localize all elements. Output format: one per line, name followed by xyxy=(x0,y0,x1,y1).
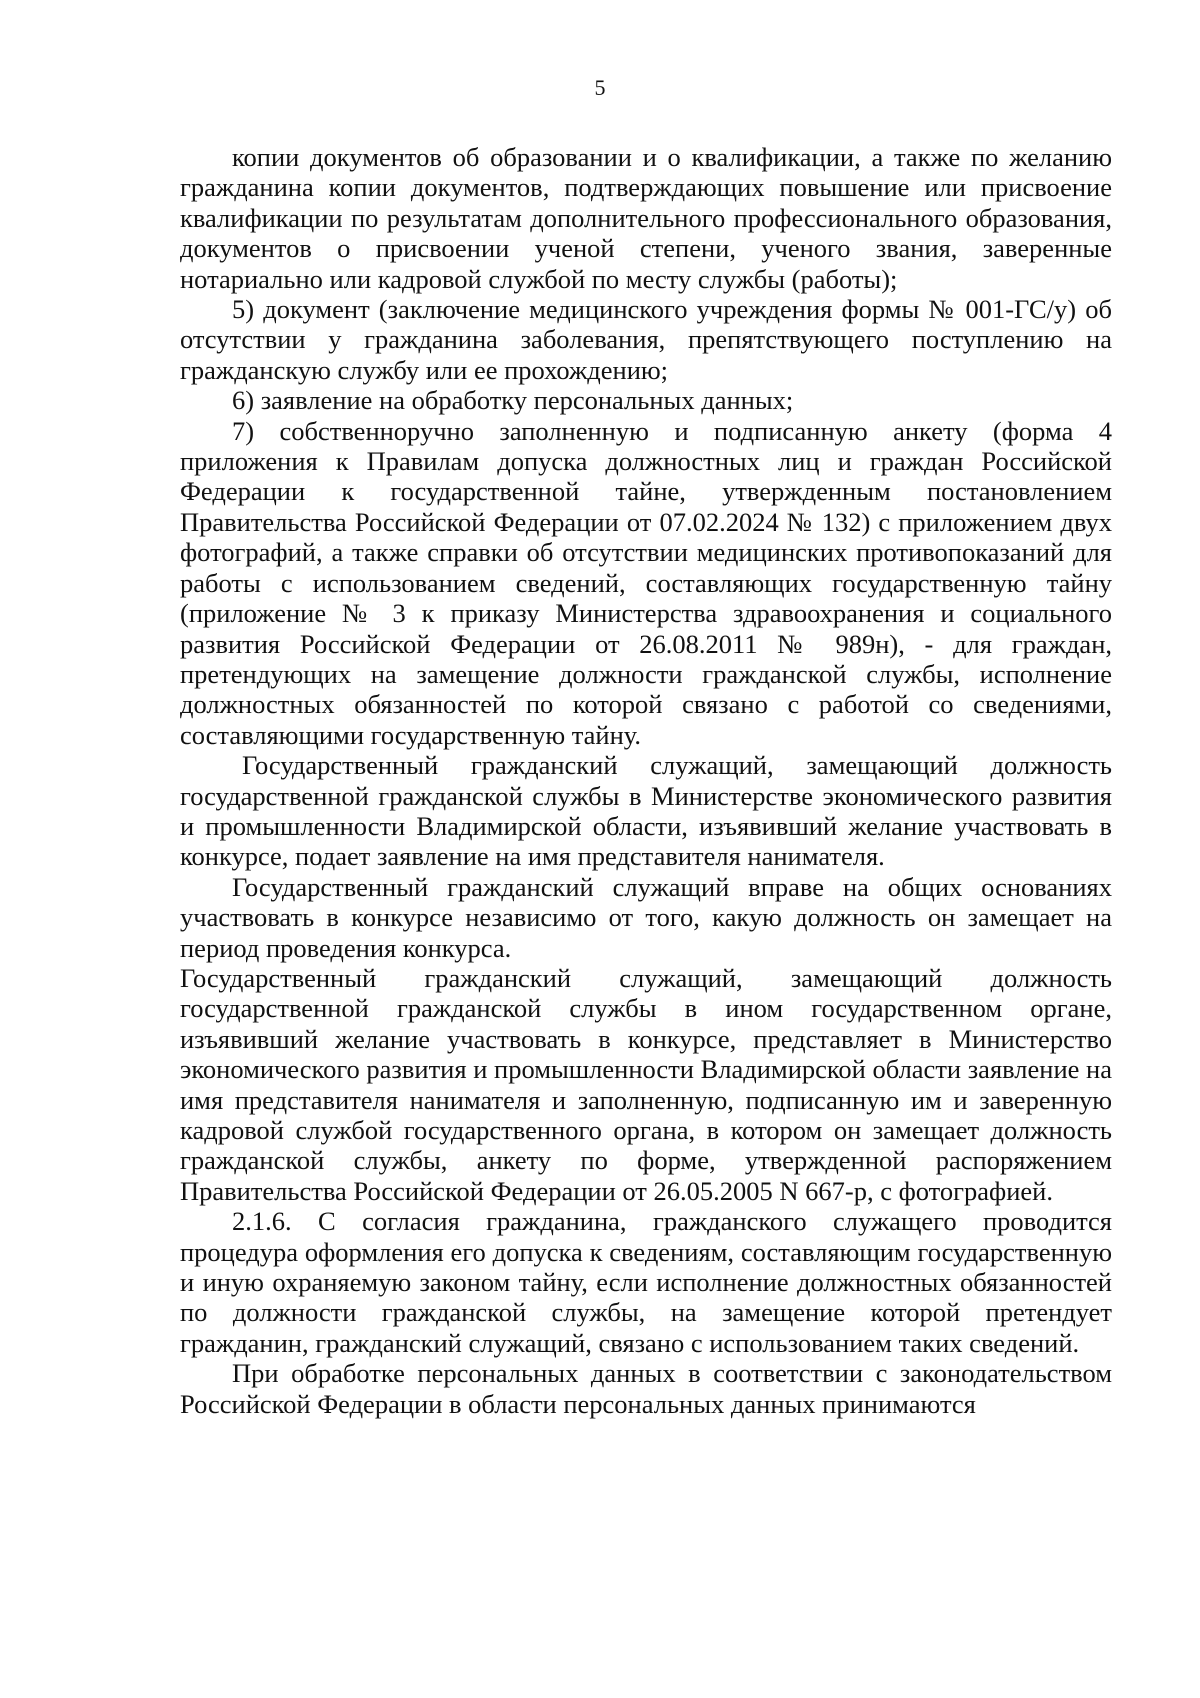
page-number: 5 xyxy=(594,75,606,100)
paragraph-education-documents: копии документов об образовании и о квалификации, а также по желанию гражданина копии документов, подтверждающих повышение или присвоение квалификации по результатам дополнительного профессионального образования, документов о присвоении ученой степени, ученого звания, заверенные нотариально или кадровой службой по месту службы (работы); xyxy=(180,142,1112,294)
paragraph-2-1-6-clearance: 2.1.6. С согласия гражданина, гражданского служащего проводится процедура оформления его допуска к сведениям, составляющим государственную и иную охраняемую законом тайну, если исполнение должностных обязанностей по должности гражданской службы, на замещение которой претендует гражданин, гражданский служащий, связано с использованием таких сведений. xyxy=(180,1206,1112,1358)
paragraph-personal-data-processing: При обработке персональных данных в соответствии с законодательством Российской Федерации в области персональных данных принимаются xyxy=(180,1358,1112,1419)
paragraph-item-7-questionnaire: 7) собственноручно заполненную и подписанную анкету (форма 4 приложения к Правилам допуска должностных лиц и граждан Российской Федерации к государственной тайне, утвержденным постановлением Правительства Российской Федерации от 07.02.2024 № 132) с приложением двух фотографий, а также справки об отсутствии медицинских противопоказаний для работы с использованием сведений, составляющих государственную тайну (приложение № 3 к приказу Министерства здравоохранения и социального развития Российской Федерации от 26.08.2011 № 989н), - для граждан, претендующих на замещение должности гражданской службы, исполнение должностных обязанностей по которой связано с работой со сведениями, составляющими государственную тайну. xyxy=(180,415,1112,750)
paragraph-item-6-personal-data-consent: 6) заявление на обработку персональных данных; xyxy=(232,385,794,416)
paragraph-civil-servant-general-basis: Государственный гражданский служащий вправе на общих основаниях участвовать в конкурсе независимо от того, какую должность он замещает на период проведения конкурса. xyxy=(180,871,1112,963)
paragraph-civil-servant-ministry: Государственный гражданский служащий, замещающий должность государственной гражданской службы в Министерстве экономического развития и промышленности Владимирской области, изъявивший желание участвовать в конкурсе, подает заявление на имя представителя нанимателя. xyxy=(180,750,1112,872)
paragraph-civil-servant-other-body: Государственный гражданский служащий, замещающий должность государственной гражданской службы в ином государственном органе, изъявивший желание участвовать в конкурсе, представляет в Министерство экономического развития и промышленности Владимирской области заявление на имя представителя нанимателя и заполненную, подписанную им и заверенную кадровой службой государственного органа, в котором он замещает должность гражданской службы, анкету по форме, утвержденной распоряжением Правительства Российской Федерации от 26.05.2005 N 667-р, с фотографией. xyxy=(180,962,1112,1206)
document-body xyxy=(180,142,1112,1419)
paragraph-item-5-medical-certificate: 5) документ (заключение медицинского учреждения формы № 001-ГС/у) об отсутствии у гражданина заболевания, препятствующего поступлению на гражданскую службу или ее прохождению; xyxy=(180,294,1112,385)
